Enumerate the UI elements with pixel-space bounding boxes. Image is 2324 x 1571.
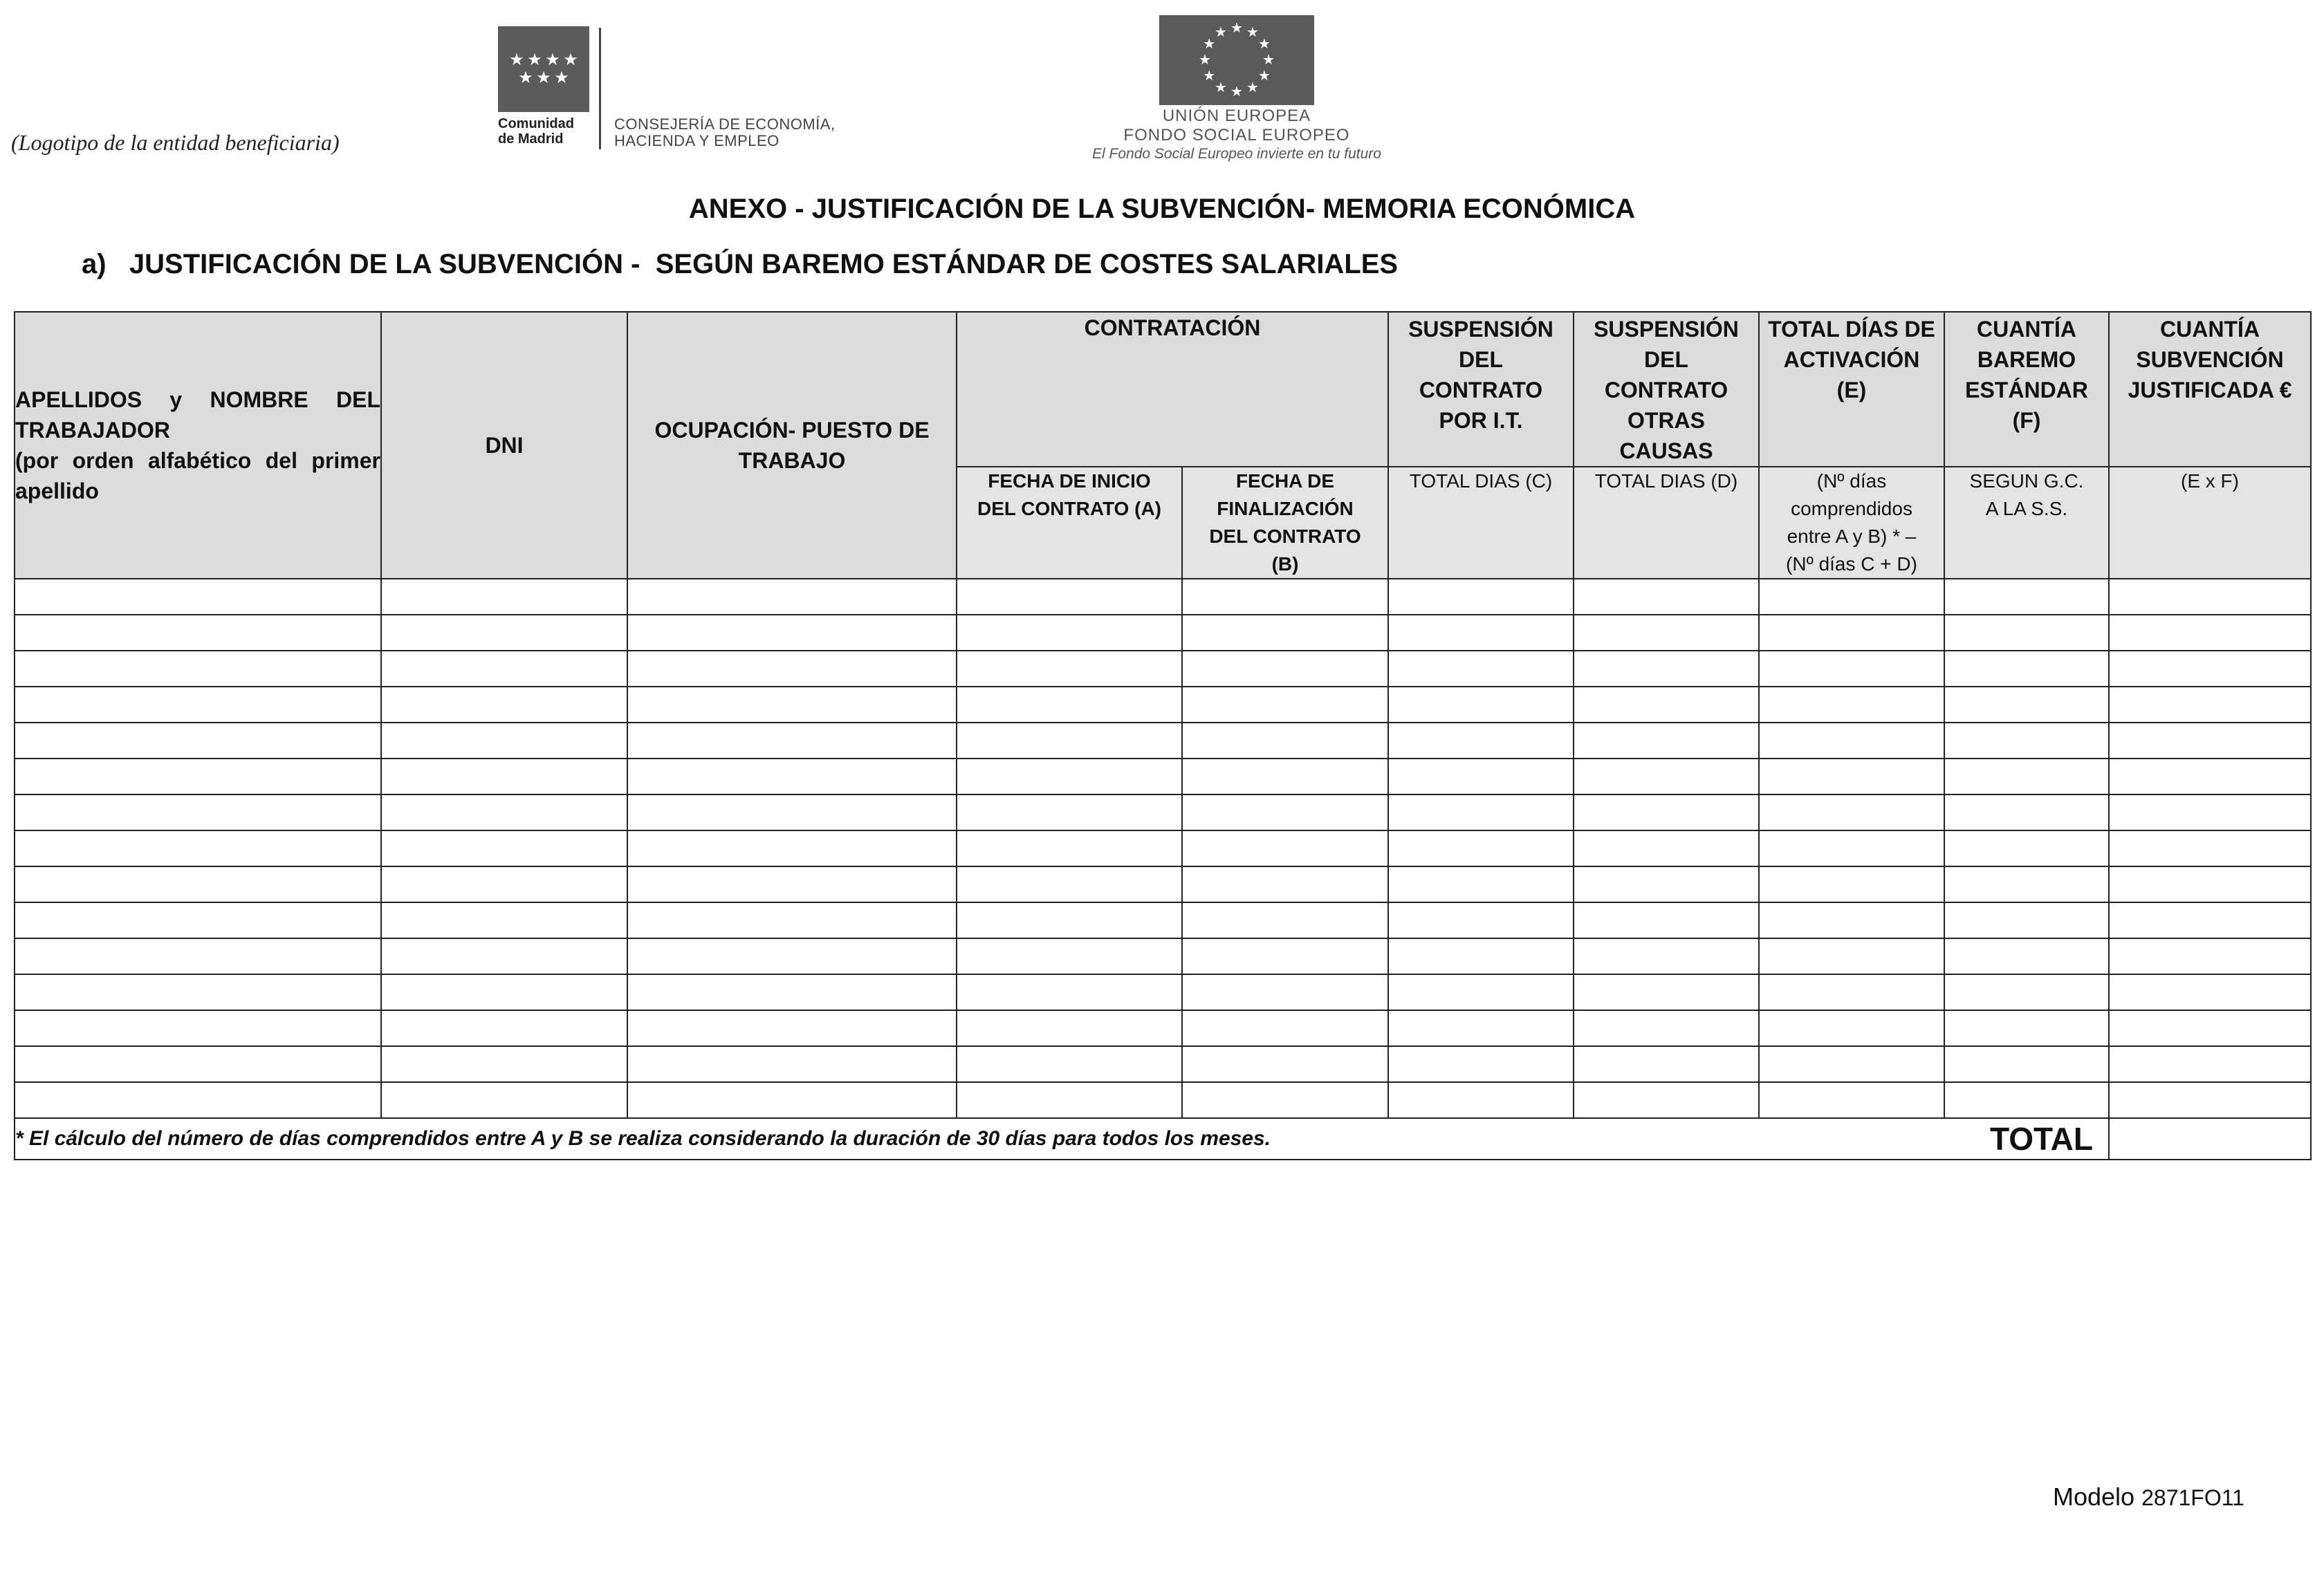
table-cell[interactable]	[15, 902, 381, 938]
table-cell[interactable]	[1182, 974, 1388, 1010]
madrid-flag-icon: ★ ★ ★ ★ ★ ★ ★	[498, 26, 589, 112]
table-cell[interactable]	[1388, 974, 1574, 1010]
table-cell[interactable]	[15, 1082, 381, 1118]
table-cell[interactable]	[1182, 579, 1388, 615]
table-cell[interactable]	[1182, 687, 1388, 723]
table-cell[interactable]	[1574, 902, 1759, 938]
table-cell[interactable]	[1182, 866, 1388, 902]
table-cell[interactable]	[2109, 759, 2311, 794]
footnote: * El cálculo del número de días comprendidos entre A y B se realiza considerando la duración de 30 días para todos los meses.	[15, 1127, 1271, 1150]
table-cell[interactable]	[627, 866, 957, 902]
table-cell[interactable]	[1574, 794, 1759, 830]
table-cell[interactable]	[1182, 1046, 1388, 1082]
table-cell[interactable]	[627, 651, 957, 687]
table-cell[interactable]	[15, 687, 381, 723]
table-row	[15, 687, 2311, 723]
table-cell[interactable]	[2109, 1082, 2311, 1118]
table-cell[interactable]	[1944, 902, 2109, 938]
table-cell[interactable]	[1759, 651, 1944, 687]
star-icon: ★	[1262, 53, 1275, 68]
table-cell[interactable]	[957, 723, 1182, 759]
table-cell[interactable]	[1944, 723, 2109, 759]
eu-text: UNIÓN EUROPEA FONDO SOCIAL EUROPEO El Fondo Social Europeo invierte en tu futuro	[1092, 106, 1381, 162]
table-cell[interactable]	[1944, 1010, 2109, 1046]
justification-table	[14, 311, 2312, 1160]
table-row	[15, 651, 2311, 687]
table-row	[15, 1082, 2311, 1118]
table-cell[interactable]	[2109, 1046, 2311, 1082]
table-cell[interactable]	[15, 579, 381, 615]
subheader-end-date: FECHA DE FINALIZACIÓN DEL CONTRATO (B)	[1182, 467, 1388, 579]
cm-name: Comunidad de Madrid	[498, 116, 574, 147]
table-cell[interactable]	[957, 579, 1182, 615]
table-cell[interactable]	[1388, 1046, 1574, 1082]
table-cell[interactable]	[1182, 651, 1388, 687]
table-cell[interactable]	[1388, 902, 1574, 938]
table-cell[interactable]	[957, 759, 1182, 794]
subheader-start-date: FECHA DE INICIO DEL CONTRATO (A)	[957, 467, 1182, 579]
table-cell[interactable]	[1944, 687, 2109, 723]
table-row	[15, 1046, 2311, 1082]
table-cell[interactable]	[1574, 1046, 1759, 1082]
table-cell[interactable]	[1759, 687, 1944, 723]
eu-logo	[1065, 15, 1425, 167]
star-icon: ★	[1203, 68, 1216, 84]
table-cell[interactable]	[1574, 615, 1759, 651]
table-cell[interactable]	[381, 687, 627, 723]
table-cell[interactable]	[1944, 830, 2109, 866]
star-icon: ★	[1257, 37, 1271, 52]
table-cell[interactable]	[1759, 579, 1944, 615]
table-cell[interactable]	[957, 687, 1182, 723]
table-cell[interactable]	[381, 579, 627, 615]
table-cell[interactable]	[1574, 938, 1759, 974]
table-cell[interactable]	[381, 938, 627, 974]
table-cell[interactable]	[1182, 615, 1388, 651]
table-cell[interactable]	[1944, 579, 2109, 615]
table-cell[interactable]	[627, 1046, 957, 1082]
table-cell[interactable]	[957, 1046, 1182, 1082]
table-cell[interactable]	[2109, 615, 2311, 651]
table-cell[interactable]	[627, 794, 957, 830]
model-code: Modelo 2871FO11	[2053, 1482, 2244, 1511]
table-cell[interactable]	[1574, 1010, 1759, 1046]
table-cell[interactable]	[957, 615, 1182, 651]
table-cell[interactable]	[1388, 615, 1574, 651]
table-cell[interactable]	[1388, 651, 1574, 687]
comunidad-de-madrid-logo	[498, 26, 858, 158]
table-row	[15, 1010, 2311, 1046]
table-cell[interactable]	[2109, 723, 2311, 759]
subheader-days-d: TOTAL DIAS (D)	[1574, 467, 1759, 579]
table-cell[interactable]	[15, 651, 381, 687]
table-row	[15, 830, 2311, 866]
star-icon: ★	[1230, 21, 1243, 36]
table-cell[interactable]	[1574, 974, 1759, 1010]
table-cell[interactable]	[381, 974, 627, 1010]
total-label: TOTAL	[1989, 1121, 2093, 1157]
table-cell[interactable]	[15, 938, 381, 974]
page-title: ANEXO - JUSTIFICACIÓN DE LA SUBVENCIÓN- MEMORIA ECONÓMICA	[688, 194, 1636, 224]
table-row	[15, 866, 2311, 902]
table-cell[interactable]	[2109, 938, 2311, 974]
header-dni: DNI	[381, 312, 627, 579]
table-cell[interactable]	[1944, 1046, 2109, 1082]
table-cell[interactable]	[627, 902, 957, 938]
table-cell[interactable]	[627, 1010, 957, 1046]
header-occupation: OCUPACIÓN- PUESTO DE TRABAJO	[627, 312, 957, 579]
table-cell[interactable]	[1182, 830, 1388, 866]
table-cell[interactable]	[15, 1010, 381, 1046]
table-cell[interactable]	[2109, 974, 2311, 1010]
section-title: a) JUSTIFICACIÓN DE LA SUBVENCIÓN - SEGÚN BAREMO ESTÁNDAR DE COSTES SALARIALES	[82, 249, 1399, 279]
table-cell[interactable]	[1388, 723, 1574, 759]
total-value-cell[interactable]	[2109, 1118, 2311, 1160]
footnote-row	[15, 1118, 2109, 1160]
table-cell[interactable]	[1388, 830, 1574, 866]
table-cell[interactable]	[1759, 615, 1944, 651]
table-cell[interactable]	[1574, 759, 1759, 794]
subheader-ef: (E x F)	[2109, 467, 2311, 579]
table-cell[interactable]	[2109, 830, 2311, 866]
table-cell[interactable]	[1759, 1010, 1944, 1046]
table-cell[interactable]	[957, 974, 1182, 1010]
table-row	[15, 579, 2311, 615]
table-cell[interactable]	[1574, 1082, 1759, 1118]
table-cell[interactable]	[957, 830, 1182, 866]
table-cell[interactable]	[1944, 866, 2109, 902]
table-cell[interactable]	[15, 759, 381, 794]
table-cell[interactable]	[381, 615, 627, 651]
table-cell[interactable]	[957, 651, 1182, 687]
table-cell[interactable]	[2109, 1010, 2311, 1046]
table-cell[interactable]	[957, 794, 1182, 830]
table-cell[interactable]	[1759, 902, 1944, 938]
table-cell[interactable]	[1759, 866, 1944, 902]
table-cell[interactable]	[2109, 687, 2311, 723]
star-icon: ★	[1203, 37, 1216, 52]
table-cell[interactable]	[381, 794, 627, 830]
header-suspension-other: SUSPENSIÓN DEL CONTRATO OTRAS CAUSAS	[1574, 312, 1759, 467]
table-cell[interactable]	[627, 830, 957, 866]
table-cell[interactable]	[2109, 579, 2311, 615]
header-worker: APELLIDOS y NOMBRE DEL TRABAJADOR (por orden alfabético del primer apellido	[15, 312, 381, 579]
table-cell[interactable]	[627, 579, 957, 615]
header-suspension-it: SUSPENSIÓN DEL CONTRATO POR I.T.	[1388, 312, 1574, 467]
cm-department: CONSEJERÍA DE ECONOMÍA, HACIENDA Y EMPLEO	[614, 115, 836, 149]
table-cell[interactable]	[1574, 687, 1759, 723]
table-cell[interactable]	[957, 1082, 1182, 1118]
table-cell[interactable]	[1388, 579, 1574, 615]
table-cell[interactable]	[1944, 974, 2109, 1010]
table-cell[interactable]	[627, 723, 957, 759]
table-cell[interactable]	[1182, 1010, 1388, 1046]
table-cell[interactable]	[1574, 723, 1759, 759]
table-cell[interactable]	[381, 830, 627, 866]
table-cell[interactable]	[2109, 651, 2311, 687]
table-cell[interactable]	[1759, 974, 1944, 1010]
subheader-days-c: TOTAL DIAS (C)	[1388, 467, 1574, 579]
table-cell[interactable]	[627, 759, 957, 794]
table-cell[interactable]	[381, 651, 627, 687]
table-cell[interactable]	[627, 974, 957, 1010]
subheader-formula-e: (Nº días comprendidos entre A y B) * – (Nº días C + D)	[1759, 467, 1944, 579]
star-icon: ★	[1215, 80, 1227, 95]
table-cell[interactable]	[381, 902, 627, 938]
table-cell[interactable]	[381, 866, 627, 902]
table-row	[15, 938, 2311, 974]
eu-flag-icon	[1159, 15, 1314, 105]
table-cell[interactable]	[627, 615, 957, 651]
table-cell[interactable]	[1759, 723, 1944, 759]
table-cell[interactable]	[1759, 759, 1944, 794]
table-cell[interactable]	[1944, 759, 2109, 794]
table-cell[interactable]	[15, 723, 381, 759]
table-row	[15, 615, 2311, 651]
table-cell[interactable]	[1182, 723, 1388, 759]
table-cell[interactable]	[1944, 794, 2109, 830]
table-cell[interactable]	[1388, 1082, 1574, 1118]
header-baremo: CUANTÍA BAREMO ESTÁNDAR (F)	[1944, 312, 2109, 467]
table-cell[interactable]	[1182, 794, 1388, 830]
header-total-days: TOTAL DÍAS DE ACTIVACIÓN (E)	[1759, 312, 1944, 467]
star-icon: ★	[1246, 80, 1259, 95]
star-icon: ★	[1246, 25, 1259, 41]
table-cell[interactable]	[15, 1046, 381, 1082]
table-cell[interactable]	[627, 1082, 957, 1118]
table-cell[interactable]	[15, 830, 381, 866]
table-row	[15, 974, 2311, 1010]
star-icon: ★	[1257, 68, 1271, 84]
table-cell[interactable]	[957, 1010, 1182, 1046]
table-cell[interactable]	[1759, 1082, 1944, 1118]
table-cell[interactable]	[1759, 1046, 1944, 1082]
table-row	[15, 794, 2311, 830]
table-cell[interactable]	[381, 1082, 627, 1118]
table-cell[interactable]	[1574, 579, 1759, 615]
table-cell[interactable]	[627, 687, 957, 723]
table-cell[interactable]	[1574, 866, 1759, 902]
table-cell[interactable]	[1944, 1082, 2109, 1118]
table-cell[interactable]	[1759, 794, 1944, 830]
table-cell[interactable]	[15, 866, 381, 902]
table-cell[interactable]	[627, 938, 957, 974]
table-cell[interactable]	[1182, 1082, 1388, 1118]
table-cell[interactable]	[2109, 866, 2311, 902]
table-row	[15, 759, 2311, 794]
table-cell[interactable]	[1388, 1010, 1574, 1046]
table-cell[interactable]	[1574, 651, 1759, 687]
table-cell[interactable]	[1388, 687, 1574, 723]
logo-divider	[599, 28, 601, 149]
table-cell[interactable]	[15, 615, 381, 651]
star-icon: ★	[1215, 25, 1227, 41]
table-cell[interactable]	[1182, 902, 1388, 938]
table-cell[interactable]	[15, 974, 381, 1010]
table-cell[interactable]	[1388, 866, 1574, 902]
header-contract: CONTRATACIÓN	[957, 312, 1388, 467]
table-cell[interactable]	[1574, 830, 1759, 866]
header-subsidy: CUANTÍA SUBVENCIÓN JUSTIFICADA €	[2109, 312, 2311, 467]
table-cell[interactable]	[1944, 938, 2109, 974]
subheader-gc: SEGUN G.C. A LA S.S.	[1944, 467, 2109, 579]
table-cell[interactable]	[381, 723, 627, 759]
table-cell[interactable]	[1388, 794, 1574, 830]
table-row	[15, 723, 2311, 759]
table-cell[interactable]	[957, 902, 1182, 938]
table-cell[interactable]	[2109, 794, 2311, 830]
table-cell[interactable]	[1759, 830, 1944, 866]
table-cell[interactable]	[1759, 938, 1944, 974]
table-cell[interactable]	[15, 794, 381, 830]
table-row	[15, 902, 2311, 938]
table-cell[interactable]	[957, 938, 1182, 974]
table-cell[interactable]	[1388, 759, 1574, 794]
star-icon: ★	[1230, 84, 1243, 100]
table-cell[interactable]	[1388, 938, 1574, 974]
table-cell[interactable]	[2109, 902, 2311, 938]
table-cell[interactable]	[381, 759, 627, 794]
table-cell[interactable]	[381, 1046, 627, 1082]
table-cell[interactable]	[1182, 759, 1388, 794]
beneficiary-logo-placeholder: (Logotipo de la entidad beneficiaria)	[11, 130, 340, 155]
table-cell[interactable]	[1182, 938, 1388, 974]
star-icon: ★	[1199, 53, 1211, 68]
table-cell[interactable]	[1944, 651, 2109, 687]
table-cell[interactable]	[381, 1010, 627, 1046]
table-cell[interactable]	[1944, 615, 2109, 651]
table-cell[interactable]	[957, 866, 1182, 902]
